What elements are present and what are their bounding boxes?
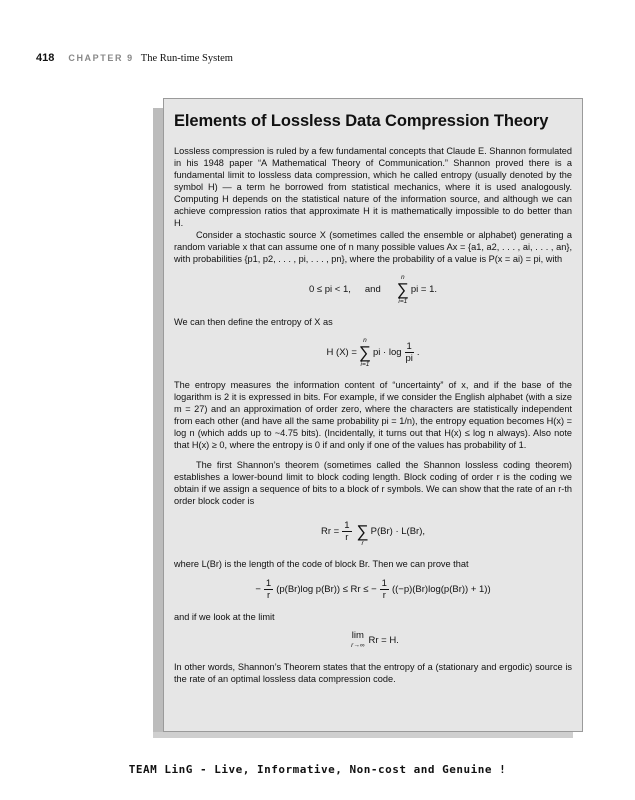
denominator: r <box>382 590 386 601</box>
paragraph-1: Lossless compression is ruled by a few fundamental concepts that Claude E. Shannon formulated in his 1948 paper “A Mathematical Theory of Communication.” Shannon proved there is a fundamental limit to lossless data compression, which he called entropy (usually denoted by the symbol H) — a term he borrowed from statistical mechanics, where it is used analogously. Computing H depends on the statistical nature of the information source, and although we can achieve compression ratios that approximate H it is mathematically impossible to do better than H. <box>174 146 572 228</box>
equation-block-rate <box>174 515 572 548</box>
eq2-mid: pi · log <box>373 346 402 358</box>
denominator: r <box>266 590 271 601</box>
numerator: 1 <box>381 578 387 589</box>
numerator: 1 <box>406 341 412 352</box>
fraction <box>380 578 389 601</box>
sum-top: n <box>401 274 405 281</box>
lim-text: lim <box>351 630 364 641</box>
eq1-and: and <box>364 283 381 295</box>
paragraph-7: and if we look at the limit <box>174 612 275 622</box>
sum-symbol-1: n ∑ i=1 <box>396 274 409 305</box>
paragraph-6: where L(Br) is the length of the code of block Br. Then we can prove that <box>174 559 469 569</box>
eq3-left: Rr = <box>321 525 340 537</box>
numerator: 1 <box>265 578 272 589</box>
eq4-minus: − <box>255 583 261 595</box>
fraction <box>342 520 351 543</box>
eq4-part1: (p(Br)log p(Br)) ≤ Rr ≤ − <box>276 583 377 595</box>
box-shadow-bottom <box>153 732 573 738</box>
paragraph-4: The entropy measures the information content of “uncertainty” of x, and if the base of the logarithm is 2 it is expressed in bits. For example, if we consider the English alphabet (with a size m = 27) and an approximation of order zero, where the characters are statistically independent from each other (and have all the same probability pi = 1/n), the entropy equation becomes H(x) = log n (which adds up to ~4.75 bits). (Incidentally, it turns out that H(x) ≤ log n always). Also note that H(x) ≥ 0, where the entropy is 0 if and only if one of the values has probability of 1. <box>174 380 572 450</box>
sum-bottom: r <box>361 540 364 547</box>
eq5-right: Rr = H. <box>368 635 399 646</box>
equation-limit <box>174 631 572 651</box>
equation-entropy <box>174 336 572 369</box>
sum-symbol-3: ∑ r <box>356 522 369 547</box>
eq3-right: P(Br) · L(Br), <box>370 525 425 537</box>
lim-subscript: r→∞ <box>351 642 365 649</box>
fraction <box>264 578 273 601</box>
eq2-left: H (X) = <box>326 346 357 358</box>
paragraph-8: In other words, Shannon’s Theorem states that the entropy of a (stationary and ergodic) source is the rate of an optimal lossless data compression code. <box>174 662 572 684</box>
sum-bottom: i=1 <box>398 298 408 305</box>
box-title: Elements of Lossless Data Compression Theory <box>174 112 549 130</box>
equation-bounds <box>174 578 572 601</box>
sum-bottom: i=1 <box>360 361 370 368</box>
fraction <box>405 341 414 364</box>
numerator: 1 <box>344 520 350 531</box>
running-header <box>36 52 233 64</box>
equation-probability-constraints <box>174 273 572 306</box>
footer-banner: TEAM LinG - Live, Informative, Non-cost and Genuine ! <box>128 763 507 776</box>
paragraph-2: Consider a stochastic source X (sometimes called the ensemble or alphabet) generating a random variable x that can assume one of n many possible values Ax = {a1, a2, . . . , ai, . . . , an}, with probabilities {p1, p2, . . . , pi, . . . , pn}, where the probability of a value is P(x = ai) = pi, with <box>174 230 572 264</box>
denominator: r <box>345 532 349 543</box>
sum-symbol-2: n ∑ i=1 <box>358 337 372 368</box>
eq1-left: 0 ≤ pi < 1, <box>308 283 351 295</box>
page-number: 418 <box>36 52 55 64</box>
sum-top: n <box>363 337 367 344</box>
sidebar-box <box>163 98 583 732</box>
eq4-part2: ((−p)(Br)log(p(Br)) + 1)) <box>391 583 491 595</box>
limit-operator <box>351 631 364 651</box>
chapter-title: The Run-time System <box>140 53 233 64</box>
eq1-right: pi = 1. <box>410 283 438 295</box>
paragraph-5: The first Shannon’s theorem (sometimes called the Shannon lossless coding theorem) establishes a lower-bound limit to block coding length. Block coding of order r is the coding we obtain if we assign a sequence of bits to a block of r symbols. We can show that the rate of an r-th order block coder is <box>174 460 572 506</box>
denominator: pi <box>405 353 413 364</box>
eq2-end: . <box>416 346 420 358</box>
chapter-label: CHAPTER 9 <box>68 53 134 63</box>
box-shadow-left <box>153 108 163 732</box>
paragraph-3: We can then define the entropy of X as <box>174 317 333 327</box>
